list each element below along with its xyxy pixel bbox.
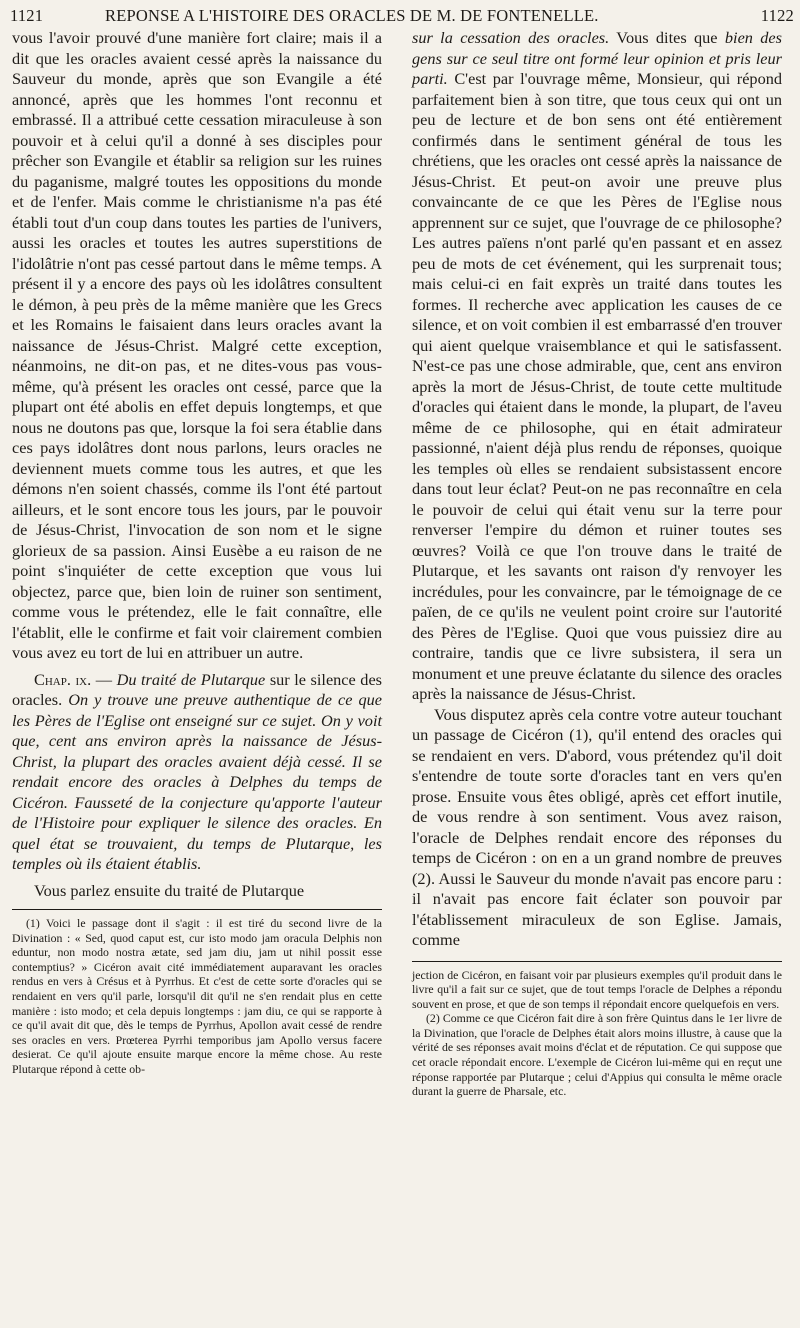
left-paragraph-1: vous l'avoir prouvé d'une manière fort claire; mais il a dit que les oracles avaient cessé après la naissance du Sauveur du monde, après que son Evangile a été annoncé, après que les hommes l'ont reconnu et embrassé. Il a attribué cette cessation miraculeuse à son pouvoir et à celui qu'il a donné à ses disciples pour prêcher son Evangile et établir sa religion sur les ruines du paganisme, malgré toutes les oppositions du monde et de l'enfer. Mais comme le christianisme n'a pas été établi tout d'un coup dans toutes les parties de l'univers, aussi les oracles et toutes les autres superstitions de l'idolâtrie n'ont pas cessé partout dans le même temps. A présent il y a encore des pays où les idolâtres consultent le démon, à peu près de la même manière que les Grecs et les Romains le faisaient dans leurs oracles avant la naissance de Jésus-Christ. Malgré cette exception, néanmoins, ne dit-on pas, et ne dites-vous pas vous-même, qu'à présent les oracles ont cessé, parce que la plupart ont été abolis en effet depuis longtemps, et que nous ne doutons pas que, lorsque la foi sera établie dans ces pays idolâtres dont nous parlons, leurs oracles ne deviennent muets comme tous les autres, et que les démons n'en soient chassés, comme ils l'ont été partout ailleurs, et le sont encore tous les jours, par le pouvoir de Jésus-Christ, l'invocation de son nom et le signe glorieux de sa passion. Ainsi Eusèbe a eu raison de ne point s'inquiéter de cette exception que vous lui objectez, parce que, bien loin de ruiner son sentiment, comme vous le prétendez, elle le fait connaître, elle l'établit, elle le confirme et fait voir clairement combien vous avez eu tort de lui en attribuer un autre. [12,28,382,662]
footnote-2: (2) Comme ce que Cicéron fait dire à son frère Quintus dans le 1er livre de la Divination, que l'oracle de Delphes était alors moins illustre, à cause que la vérité de ses réponses avait moins d'éclat et de réputation. Ce qui suppose que cet oracle répondait encore. L'exemple de Cicéron lui-même qui en reçut une réponse rapportée par Plutarque ; celui d'Appius qui consulta le même oracle durant la guerre de Pharsale, etc. [412,1011,782,1099]
right-para1-text-b: C'est par l'ouvrage même, Monsieur, qui répond parfaitement bien à son titre, que tous ceux qui ont un peu de lecture et de bon sens ont été entièrement confirmés dans le sentiment général de tous les chrétiens, que les oracles ont cessé après la naissance de Jésus-Christ. Et peut-on avoir une preuve plus convaincante de ce que les Pères de l'Eglise nous apprennent sur ce sujet, que l'ouvrage de ce philosophe? Les autres païens n'ont parlé qu'en passant et en assez peu de mots de cet événement, qui les surprenait tous; mais celui-ci en fait exprès un traité dans toutes les formes. Il recherche avec application les causes de ce silence, et on voit combien il est embarrassé d'en trouver qui aient quelque vraisemblance et qui le satisfassent. N'est-ce pas une chose admirable, que, cent ans environ après la mort de Jésus-Christ, de toute cette multitude d'oracles qui étaient dans le monde, la plupart, de l'aveu même de ce philosophe, qui en était admirateur passionné, n'aient déjà plus rendu de réponses, quoique les temples où elles se rendaient subsistassent encore dans tout leur éclat? Peut-on ne pas reconnaître en cela le pouvoir de celui qui était venu sur la terre pour renverser l'empire du démon et ruiner toutes ses œuvres? Voilà ce que l'on trouve dans le traité de Plutarque, et les savants ont raison d'y renvoyer les incrédules, pour les convaincre, par le témoignage de ce païen, de ce qu'ils ne veulent point croire sur l'autorité des Pères de l'Eglise. Quoi que vous puissiez dire au contraire, tandis que ce livre subsistera, il sera un monument et une preuve éclatante du silence des oracles après la naissance de Jésus-Christ. [412,69,782,703]
footnote-1-continued: jection de Cicéron, en faisant voir par plusieurs exemples qu'il produit dans le livre qu'il a fait sur ce sujet, que de tout temps l'oracle de Delphes a répondu souvent en prose, et que de son temps il répondait encore quelquefois en vers. [412,967,782,1011]
right-paragraph-1 [412,28,782,705]
right-column-number: 1122 [760,6,794,25]
running-header [10,4,794,28]
left-column-number: 1121 [10,6,44,25]
left-column [12,28,382,1077]
chapter-heading: Chap. ix. [34,669,92,689]
right-paragraph-2: Vous disputez après cela contre votre auteur touchant un passage de Cicéron (1), qu'il entend des oracles qui se rendaient en vers. D'abord, vous prétendez qu'il doit s'entendre de toute sorte d'oracles tant en vers qu'en prose. Ensuite vous êtes obligé, après cet effort inutile, de vous rendre à son sentiment. Vous avez raison, l'oracle de Delphes rendait encore des réponses du temps de Cicéron : on en a un grand nombre de preuves (2). Aussi le Sauveur du monde n'avait pas encore paru : il n'avait pas encore fait éclater son pouvoir par l'établissement miraculeux de son Eglise. Jamais, comme [412,704,782,949]
footnote-1: (1) Voici le passage dont il s'agit : il est tiré du second livre de la Divination : « Sed, quod caput est, cur isto modo jam oracula Delphis non eduntur, non modo nostra ætate, sed jam diu, jam ut nihil possit esse contemptius? » Cicéron avait cité immédiatement auparavant les oracles rendus en vers à Crésus et à Pyrrhus. Et c'est de cette sorte d'oracles qui se rendaient en vers qu'il parle, lorsqu'il dit qu'il ne s'en rendait plus en cette manière : isto modo; et cela depuis longtemps : jam diu, ce qui se rapporte à ce qu'il avait dit que, dès le temps de Pyrrhus, Apollon avait cessé de rendre ses oracles en vers. Prœterea Pyrrhi temporibus jam Apollo versus facere desierat. Ce qu'il ajoute ensuite marque encore la même chose. Au reste Plutarque répond à cette ob- [12,916,382,1076]
left-paragraph-3: Vous parlez ensuite du traité de Plutarque [34,880,305,900]
chapter-dash: — [91,669,117,689]
chapter-italic-lead: Du traité de Plutarque [116,669,266,689]
right-column [412,28,782,1099]
left-footnotes [12,909,382,1077]
right-para1-quote: bien des gens sur ce seul titre ont formé leur opinion et pris leur parti. [412,28,782,88]
right-footnotes [412,961,782,1099]
chapter-roman-lead: sur le silence des oracles. [12,669,383,709]
treatise-title: sur la cessation des oracles. [412,28,610,47]
chapter-argument: On y trouve une preuve authentique de ce que les Pères de l'Eglise ont enseigné sur ce sujet. On y voit que, cent ans environ après la naissance de Jésus-Christ, la plupart des oracles avaient déjà cessé. Il se rendait encore des oracles à Delphes du temps de Cicéron. Fausseté de la conjecture qu'apporte l'auteur de l'Histoire pour expliquer le silence des oracles. En quel état se trouvaient, du temps de Plutarque, les temples où ils étaient établis. [12,690,382,873]
running-title: REPONSE A L'HISTOIRE DES ORACLES DE M. DE FONTENELLE. [105,6,599,25]
right-para1-text-a: Vous dites que [609,28,725,47]
chapter-summary [12,670,382,875]
